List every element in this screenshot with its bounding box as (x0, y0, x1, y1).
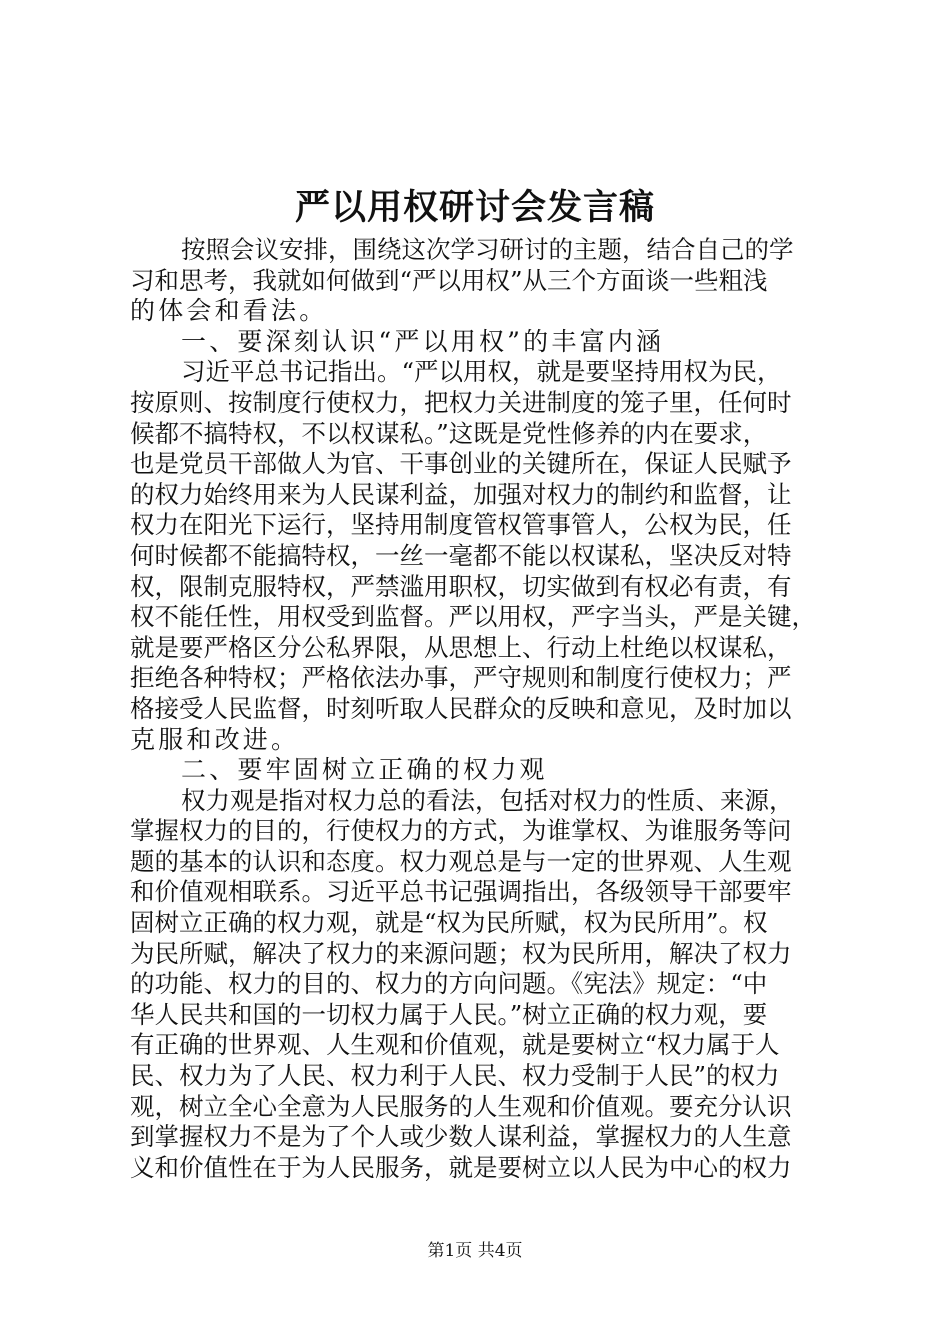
section-heading: 一、要深刻认识“严以用权”的丰富内涵 (181, 326, 665, 356)
text-line: 习和思考，我就如何做到“严以用权”从三个方面谈一些粗浅 (130, 265, 768, 295)
body-text (130, 235, 830, 1183)
text-line: 华人民共和国的一切权力属于人民。”树立正确的权力观，要 (130, 999, 768, 1029)
text-line: 为民所赋，解决了权力的来源问题；权为民所用，解决了权力 (130, 938, 792, 968)
text-line: 民、权力为了人民、权力利于人民、权力受制于人民”的权力 (130, 1061, 780, 1091)
text-line: 克服和改进。 (130, 724, 300, 754)
section-heading: 二、要牢固树立正确的权力观 (181, 755, 548, 785)
text-line: 的权力始终用来为人民谋利益，加强对权力的制约和监督，让 (130, 479, 792, 509)
text-line: 的功能、权力的目的、权力的方向问题。《宪法》规定：“中 (130, 969, 768, 999)
text-line: 就是要严格区分公私界限，从思想上、行动上杜绝以权谋私， (130, 632, 792, 662)
text-line: 权，限制克服特权，严禁滥用职权，切实做到有权必有责，有 (130, 571, 792, 601)
text-line: 格接受人民监督，时刻听取人民群众的反映和意见，及时加以 (130, 693, 792, 723)
text-line: 候都不搞特权，不以权谋私。”这既是党性修养的内在要求， (130, 418, 768, 448)
text-line: 按照会议安排，围绕这次学习研讨的主题，结合自己的学 (181, 235, 794, 264)
text-line: 按原则、按制度行使权力，把权力关进制度的笼子里，任何时 (130, 387, 792, 417)
text-line: 权不能任性，用权受到监督。严以用权，严字当头，严是关键， (130, 602, 816, 632)
text-line: 权力观是指对权力总的看法，包括对权力的性质、来源， (181, 785, 794, 815)
page-title: 严以用权研讨会发言稿 (294, 187, 655, 228)
text-line: 有正确的世界观、人生观和价值观，就是要树立“权力属于人 (130, 1030, 780, 1060)
text-line: 掌握权力的目的，行使权力的方式，为谁掌权、为谁服务等问 (130, 816, 792, 846)
text-line: 的体会和看法。 (130, 296, 328, 326)
text-line: 何时候都不能搞特权，一丝一毫都不能以权谋私，坚决反对特 (130, 540, 792, 570)
page-footer: 第1页 共4页 (427, 1241, 523, 1261)
text-line: 习近平总书记指出。“严以用权，就是要坚持用权为民， (181, 357, 782, 387)
text-line: 固树立正确的权力观，就是“权为民所赋，权为民所用”。权 (130, 908, 768, 938)
text-line: 拒绝各种特权；严格依法办事，严守规则和制度行使权力；严 (130, 663, 792, 693)
text-line: 也是党员干部做人为官、干事创业的关键所在，保证人民赋予 (130, 449, 792, 479)
text-line: 和价值观相联系。习近平总书记强调指出，各级领导干部要牢 (130, 877, 792, 907)
text-line: 题的基本的认识和态度。权力观总是与一定的世界观、人生观 (130, 846, 792, 876)
text-line: 观，树立全心全意为人民服务的人生观和价值观。要充分认识 (130, 1091, 792, 1121)
text-line: 义和价值性在于为人民服务，就是要树立以人民为中心的权力 (130, 1152, 792, 1182)
text-line: 到掌握权力不是为了个人或少数人谋利益，掌握权力的人生意 (130, 1122, 792, 1152)
text-line: 权力在阳光下运行，坚持用制度管权管事管人，公权为民，任 (130, 510, 792, 540)
